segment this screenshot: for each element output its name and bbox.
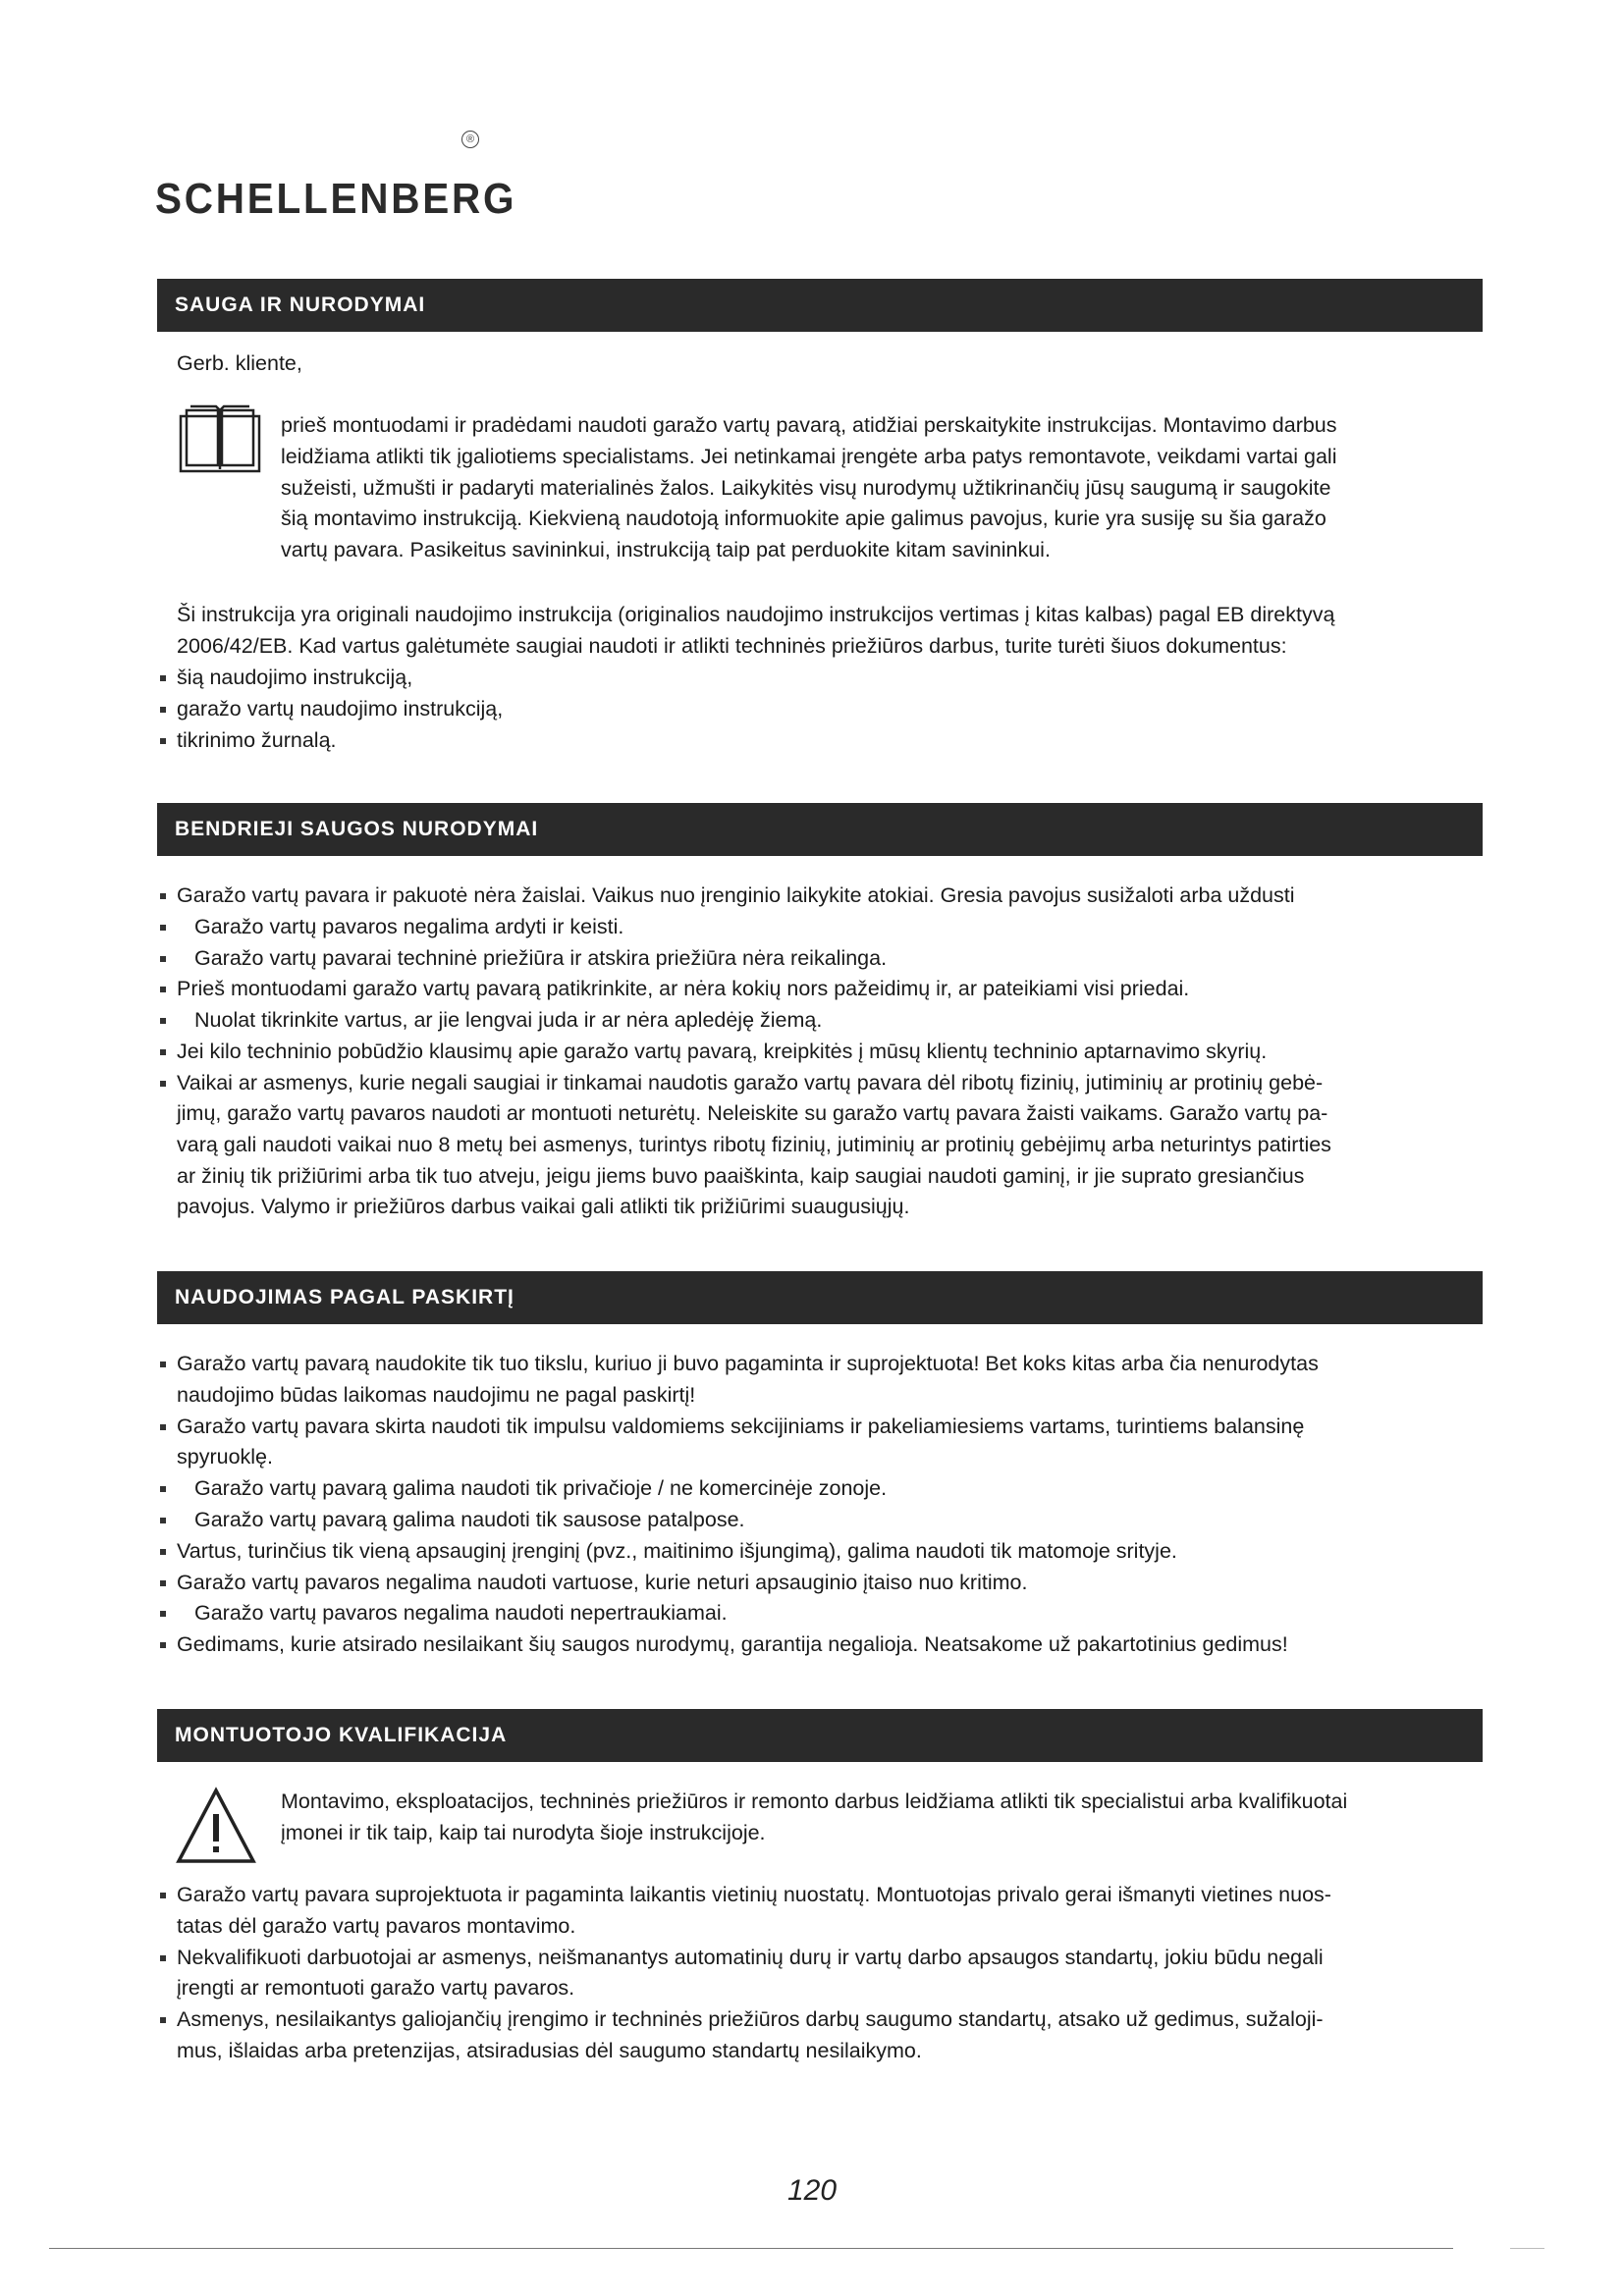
warning-line: Montavimo, eksploatacijos, techninės priežiūros ir remonto darbus leidžiama atlikti tik specialistui arba kvalifikuotai	[281, 1789, 1348, 1813]
section-title-intended-use: NAUDOJIMAS PAGAL PASKIRTĮ	[157, 1271, 1483, 1324]
general-continuation	[177, 1098, 1331, 1223]
list-item	[157, 1412, 1492, 1474]
list-item-line: tatas dėl garažo vartų pavaros montavimo.	[177, 1913, 576, 1938]
documents-list	[157, 663, 503, 756]
brand-name: SCHELLENBERG	[155, 175, 517, 223]
intro-line: šią montavimo instrukciją. Kiekvieną naudotoją informuokite apie galimus pavojus, kurie yra susiję su šia garažo	[281, 507, 1326, 531]
warning-triangle-icon	[175, 1787, 257, 1865]
intro-line: leidžiama atlikti tik įgaliotiems specialistams. Jei netinkamai įrengėte arba patys remontavote, veikdami vartai gali	[281, 444, 1337, 468]
list-item	[157, 1943, 1492, 2005]
directive-paragraph	[177, 600, 1334, 663]
installer-list	[157, 1880, 1492, 2067]
intro-line: sužeisti, užmušti ir padaryti materialinės žalos. Laikykitės visų nurodymų užtikrinančių jūsų saugumą ir saugokite	[281, 475, 1331, 500]
list-item-line: įrengti ar remontuoti garažo vartų pavaros.	[177, 1976, 575, 2001]
list-item: Prieš montuodami garažo vartų pavarą patikrinkite, ar nėra kokių nors pažeidimų ir, ar pateikiami visi priedai.	[157, 974, 1492, 1005]
list-item-line: Garažo vartų pavara suprojektuota ir pagaminta laikantis vietinių nuostatų. Montuotojas privalo gerai išmanyti vietines nuos-	[177, 1883, 1331, 1906]
list-item-line: naudojimo būdas laikomas naudojimu ne pagal paskirtį!	[177, 1382, 696, 1407]
continuation-line: jimų, garažo vartų pavaros naudoti ar montuoti neturėtų. Neleiskite su garažo vartų pavara žaisti vaikams. Garažo vartų pa-	[177, 1101, 1328, 1125]
manual-book-icon	[177, 400, 263, 475]
list-item	[157, 1349, 1492, 1412]
list-item: Garažo vartų pavarai techninė priežiūra ir atskira priežiūra nėra reikalinga.	[157, 943, 1492, 975]
list-item: šią naudojimo instrukciją,	[157, 663, 503, 694]
roof-icon	[0, 0, 344, 187]
general-safety-list	[157, 881, 1492, 1099]
list-item: Garažo vartų pavarą galima naudoti tik privačioje / ne komercinėje zonoje.	[157, 1473, 1492, 1505]
list-item: Nuolat tikrinkite vartus, ar jie lengvai juda ir ar nėra apledėję žiemą.	[157, 1005, 1492, 1037]
continuation-line: varą gali naudoti vaikai nuo 8 metų bei asmenys, turintys ribotų fizinių, jutiminių ar protinių gebėjimų arba neturintys patirties	[177, 1132, 1331, 1156]
list-item: Garažo vartų pavaros negalima naudoti vartuose, kurie neturi apsauginio įtaiso nuo kritimo.	[157, 1568, 1492, 1599]
footer-mark	[1510, 2248, 1544, 2249]
continuation-line: ar žinių tik prižiūrimi arba tik tuo atveju, jeigu jiems buvo paaiškinta, kaip saugiai naudoti gaminį, ir jie suprato gresiančius	[177, 1163, 1305, 1188]
list-item-line: Nekvalifikuoti darbuotojai ar asmenys, neišmanantys automatinių durų ir vartų darbo apsaugos standartų, jokiu būdu negali	[177, 1945, 1324, 1969]
greeting: Gerb. kliente,	[177, 351, 302, 375]
warning-line: įmonei ir tik taip, kaip tai nurodyta šioje instrukcijoje.	[281, 1820, 766, 1844]
list-item: Vartus, turinčius tik vieną apsauginį įrenginį (pvz., maitinimo išjungimą), galima naudoti tik matomoje srityje.	[157, 1536, 1492, 1568]
list-item-line: mus, išlaidas arba pretenzijas, atsiradusias dėl saugumo standartų nesilaikymo.	[177, 2038, 922, 2062]
list-item: tikrinimo žurnalą.	[157, 725, 503, 757]
list-item: Garažo vartų pavarą galima naudoti tik sausose patalpose.	[157, 1505, 1492, 1536]
list-item	[157, 2004, 1492, 2067]
footer-divider	[49, 2248, 1453, 2249]
list-item-line: spyruoklę.	[177, 1445, 273, 1469]
intro-line: vartų pavara. Pasikeitus savininkui, instrukciją taip pat perduokite kitam savininkui.	[281, 538, 1051, 562]
list-item: garažo vartų naudojimo instrukciją,	[157, 694, 503, 725]
installer-warning	[281, 1787, 1347, 1849]
list-item: Vaikai ar asmenys, kurie negali saugiai ir tinkamai naudotis garažo vartų pavara dėl ribotų fizinių, jutiminių ar protinių gebė-	[157, 1068, 1492, 1099]
continuation-line: pavojus. Valymo ir priežiūros darbus vaikai gali atlikti tik prižiūrimi suaugusiųjų.	[177, 1195, 910, 1219]
registered-mark: ®	[461, 131, 479, 148]
list-item: Garažo vartų pavaros negalima naudoti nepertraukiamai.	[157, 1598, 1492, 1629]
section-title-general: BENDRIEJI SAUGOS NURODYMAI	[157, 803, 1483, 856]
section-title-installer: MONTUOTOJO KVALIFIKACIJA	[157, 1709, 1483, 1762]
directive-line: Ši instrukcija yra originali naudojimo instrukcija (originalios naudojimo instrukcijos vertimas į kitas kalbas) pagal EB direktyvą	[177, 603, 1335, 626]
list-item-line: Asmenys, nesilaikantys galiojančių įrengimo ir techninės priežiūros darbų saugumo standartų, atsako už gedimus, sužaloji-	[177, 2007, 1324, 2032]
list-item: Garažo vartų pavara ir pakuotė nėra žaislai. Vaikus nuo įrenginio laikykite atokiai. Gresia pavojus susižaloti arba uždusti	[157, 881, 1492, 912]
directive-line: 2006/42/EB. Kad vartus galėtumėte saugiai naudoti ir atlikti techninės priežiūros darbus, turite turėti šiuos dokumentus:	[177, 633, 1287, 658]
list-item: Gedimams, kurie atsirado nesilaikant šių saugos nurodymų, garantija negalioja. Neatsakome už pakartotinius gedimus!	[157, 1629, 1492, 1661]
list-item-line: Garažo vartų pavara skirta naudoti tik impulsu valdomiems sekcijiniams ir pakeliamiesiems vartams, turintiems balansinę	[177, 1414, 1305, 1438]
intro-paragraph	[281, 410, 1337, 566]
list-item	[157, 1880, 1492, 1943]
list-item: Garažo vartų pavaros negalima ardyti ir keisti.	[157, 912, 1492, 943]
section-title-safety: SAUGA IR NURODYMAI	[157, 279, 1483, 332]
list-item: Jei kilo techninio pobūdžio klausimų apie garažo vartų pavarą, kreipkitės į mūsų klientų techninio aptarnavimo skyrių.	[157, 1037, 1492, 1068]
intended-use-list	[157, 1349, 1492, 1661]
list-item-line: Garažo vartų pavarą naudokite tik tuo tikslu, kuriuo ji buvo pagaminta ir suprojektuota! Bet koks kitas arba čia nenurodytas	[177, 1352, 1319, 1375]
page-number: 120	[786, 2174, 838, 2207]
intro-line: prieš montuodami ir pradėdami naudoti garažo vartų pavarą, atidžiai perskaitykite instrukcijas. Montavimo darbus	[281, 413, 1337, 437]
